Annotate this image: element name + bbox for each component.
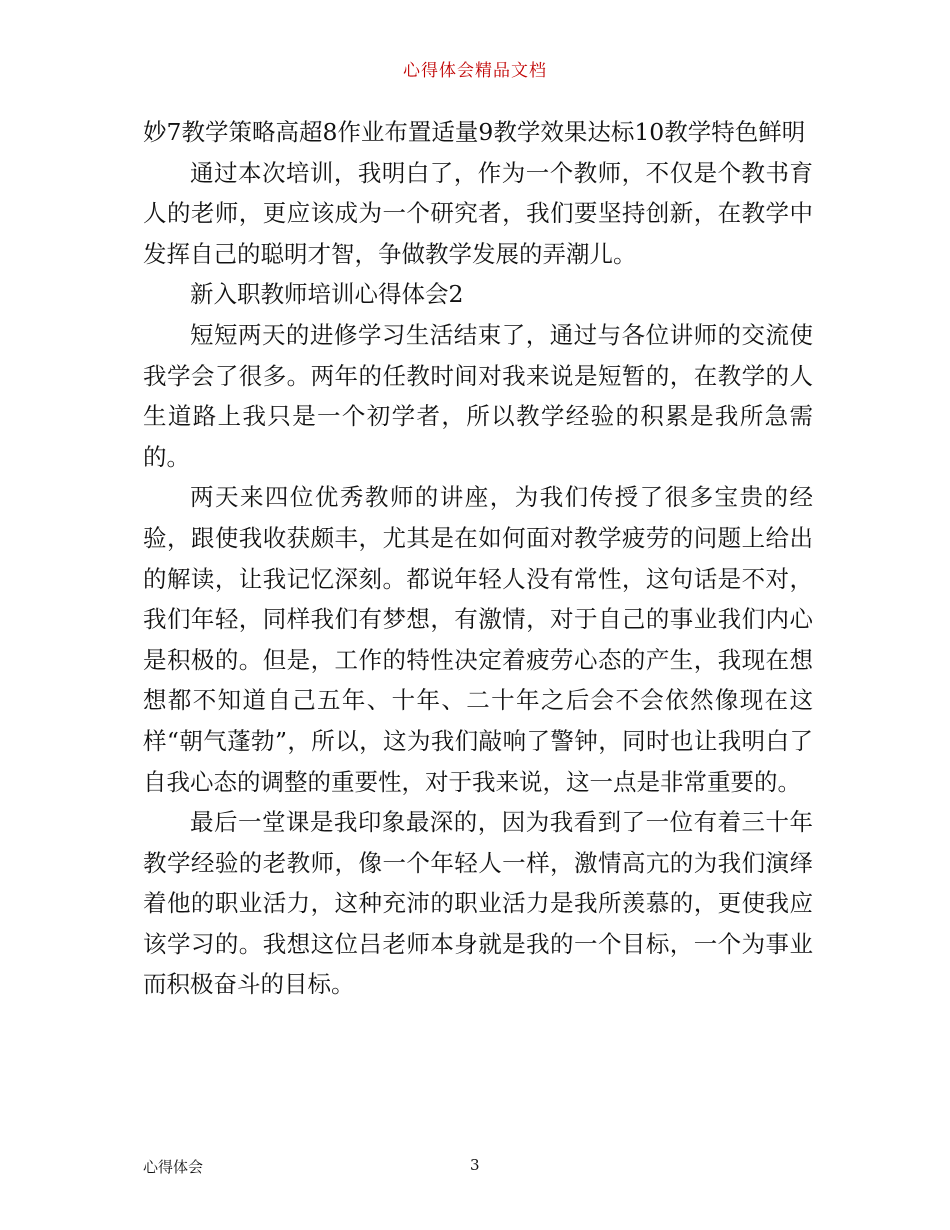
document-body — [143, 112, 813, 1005]
paragraph: 通过本次培训，我明白了，作为一个教师，不仅是个教书育人的老师，更应该成为一个研究者，我们要坚持创新，在教学中发挥自己的聪明才智，争做教学发展的弄潮儿。 — [143, 158, 813, 268]
paragraph: 两天来四位优秀教师的讲座，为我们传授了很多宝贵的经验，跟使我收获颇丰，尤其是在如何面对教学疲劳的问题上给出的解读，让我记忆深刻。都说年轻人没有常性，这句话是不对，我们年轻，同样我们有梦想，有激情，对于自己的事业我们内心是积极的。但是，工作的特性决定着疲劳心态的产生，我现在想想都不知道自己五年、十年、二十年之后会不会依然像现在这样“朝气蓬勃”，所以，这为我们敲响了警钟，同时也让我明白了自我心态的调整的重要性，对于我来说，这一点是非常重要的。 — [143, 483, 813, 796]
page-number: 3 — [470, 1156, 480, 1174]
paragraph: 最后一堂课是我印象最深的，因为我看到了一位有着三十年教学经验的老教师，像一个年轻人一样，激情高亢的为我们演绎着他的职业活力，这种充沛的职业活力是我所羡慕的，更使我应该学习的。我想这位吕老师本身就是我的一个目标，一个为事业而积极奋斗的目标。 — [143, 808, 813, 999]
paragraph: 妙7教学策略高超8作业布置适量9教学效果达标10教学特色鲜明 — [143, 118, 806, 146]
paragraph: 短短两天的进修学习生活结束了，通过与各位讲师的交流使我学会了很多。两年的任教时间对我来说是短暂的，在教学的人生道路上我只是一个初学者，所以教学经验的积累是我所急需的。 — [143, 320, 813, 471]
document-header-title: 心得体会精品文档 — [403, 61, 547, 81]
section-heading: 新入职教师培训心得体会2 — [190, 280, 464, 309]
footer-label: 心得体会 — [143, 1158, 204, 1176]
